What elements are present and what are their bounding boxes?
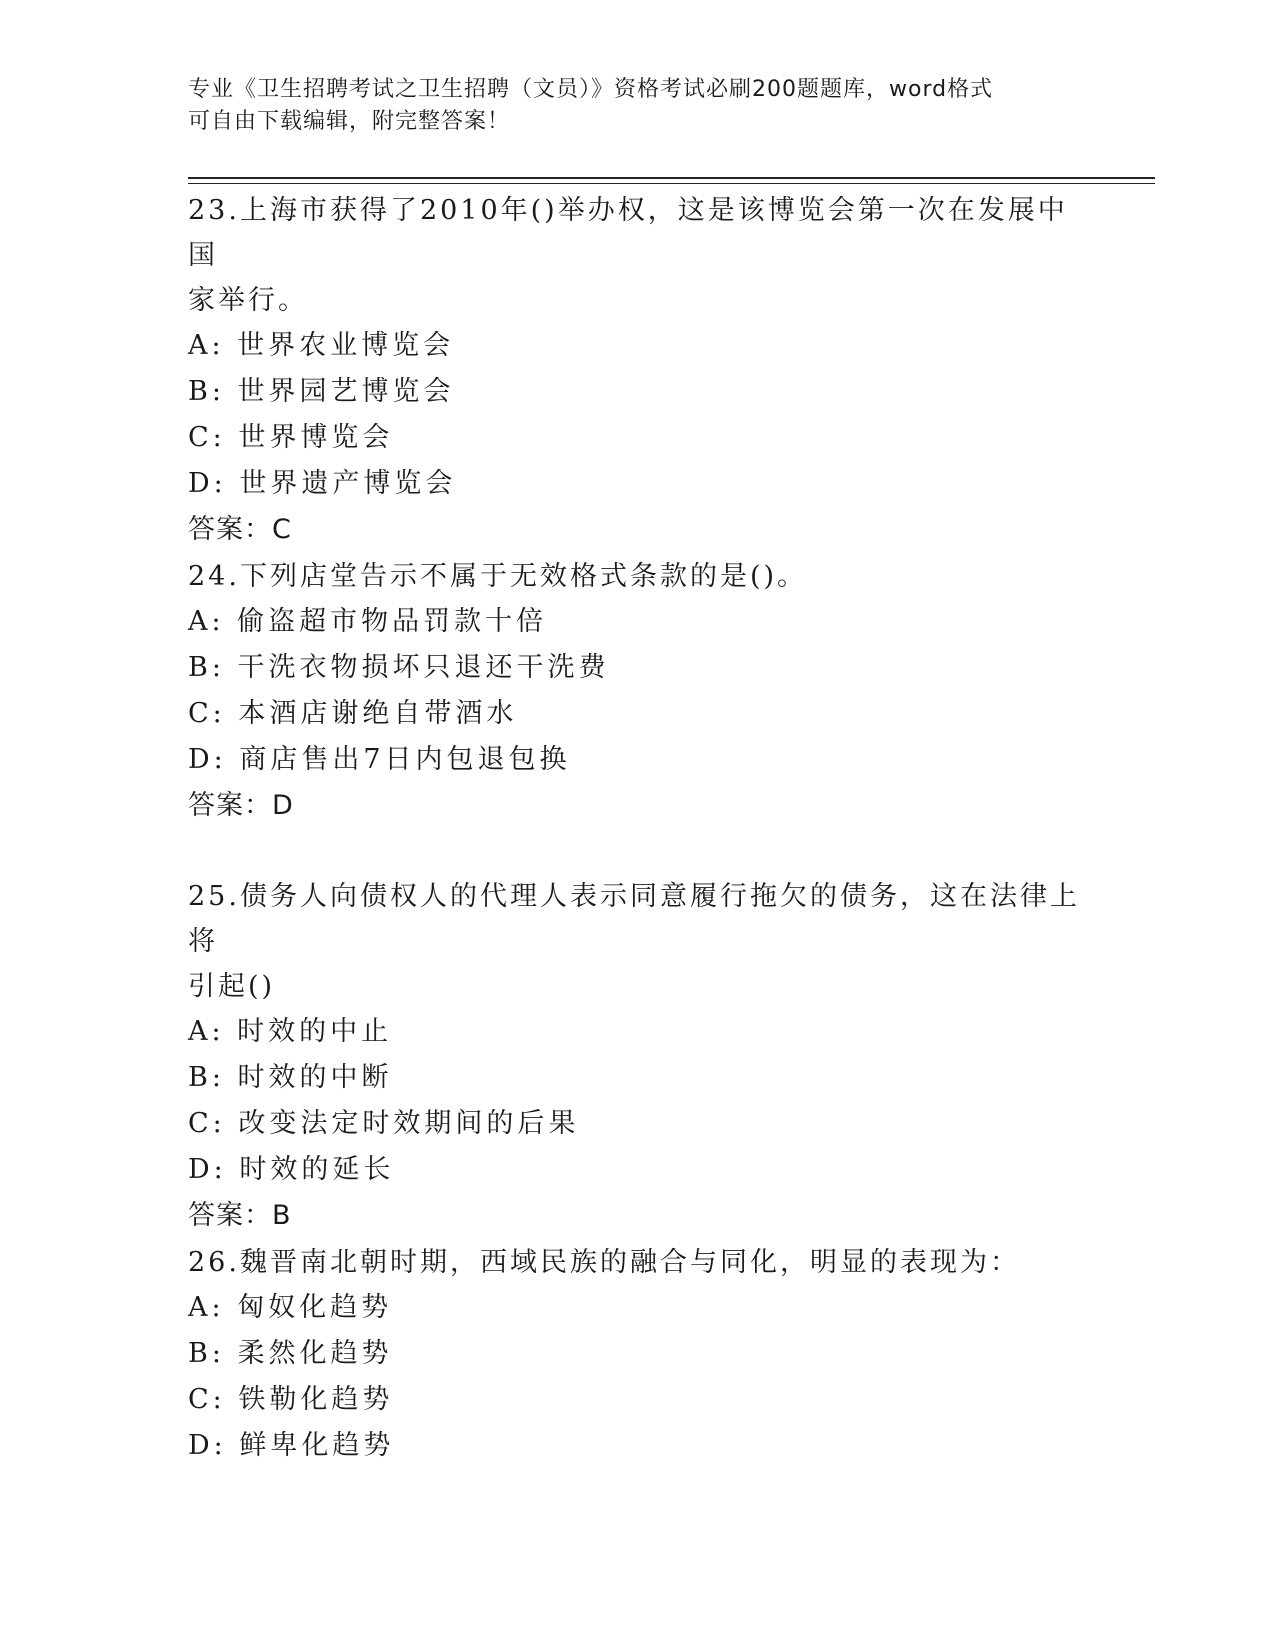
option-d: D: 鲜卑化趋势 xyxy=(188,1430,395,1461)
option-c: C: 世界博览会 xyxy=(188,422,394,453)
question-stem-line-1: 25.债务人向债权人的代理人表示同意履行拖欠的债务，这在法律上将 xyxy=(188,881,1080,957)
option-b: B: 时效的中断 xyxy=(188,1062,393,1093)
answer-line: 答案：B xyxy=(188,1200,292,1231)
question-stem xyxy=(188,554,1088,599)
option-list xyxy=(188,1009,1088,1193)
header-line-1: 专业《卫生招聘考试之卫生招聘（文员）》资格考试必刷200题题库，word格式 xyxy=(188,77,994,102)
header-divider-thin xyxy=(188,183,1155,184)
header-line-2: 可自由下载编辑，附完整答案！ xyxy=(188,109,511,134)
option-list xyxy=(188,599,1088,783)
question-stem xyxy=(188,874,1088,1009)
answer-line: 答案：C xyxy=(188,514,292,545)
option-d: D: 世界遗产博览会 xyxy=(188,468,457,499)
option-list xyxy=(188,1285,1088,1469)
question-stem-line-1: 23.上海市获得了2010年()举办权，这是该博览会第一次在发展中国 xyxy=(188,195,1068,271)
question-stem-line-2: 家举行。 xyxy=(188,285,308,316)
option-c: C: 铁勒化趋势 xyxy=(188,1384,394,1415)
question-stem-line-1: 26.魏晋南北朝时期，西域民族的融合与同化，明显的表现为： xyxy=(188,1247,1020,1278)
option-a: A: 偷盗超市物品罚款十倍 xyxy=(188,606,548,637)
option-b: B: 世界园艺博览会 xyxy=(188,376,455,407)
question-25 xyxy=(188,874,1088,1239)
header-divider-thick xyxy=(188,177,1155,179)
option-d: D: 商店售出7日内包退包换 xyxy=(188,744,571,775)
option-a: A: 世界农业博览会 xyxy=(188,330,455,361)
option-a: A: 时效的中止 xyxy=(188,1016,393,1047)
option-d: D: 时效的延长 xyxy=(188,1154,395,1185)
option-c: C: 改变法定时效期间的后果 xyxy=(188,1108,580,1139)
question-23 xyxy=(188,188,1088,553)
question-stem-line-2: 引起() xyxy=(188,971,276,1002)
option-b: B: 柔然化趋势 xyxy=(188,1338,393,1369)
option-list xyxy=(188,323,1088,507)
question-24 xyxy=(188,554,1088,829)
option-c: C: 本酒店谢绝自带酒水 xyxy=(188,698,518,729)
question-26 xyxy=(188,1240,1088,1469)
option-b: B: 干洗衣物损坏只退还干洗费 xyxy=(188,652,610,683)
question-stem xyxy=(188,1240,1088,1285)
option-a: A: 匈奴化趋势 xyxy=(188,1292,393,1323)
question-stem xyxy=(188,188,1088,323)
document-header xyxy=(188,74,1088,138)
question-stem-line-1: 24.下列店堂告示不属于无效格式条款的是()。 xyxy=(188,561,808,592)
answer-line: 答案：D xyxy=(188,790,294,821)
